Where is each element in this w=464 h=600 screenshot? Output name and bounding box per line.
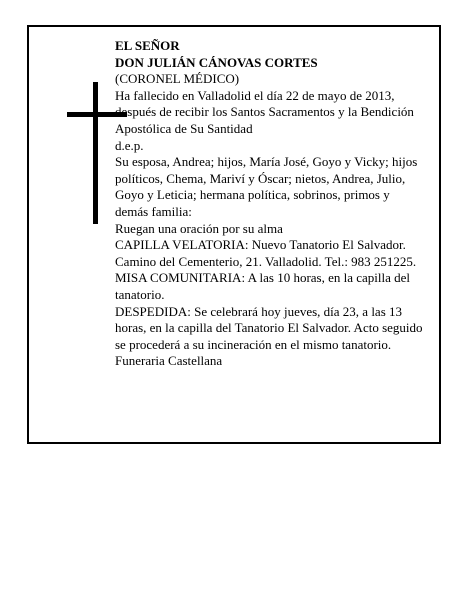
title-line-1: EL SEÑOR xyxy=(115,38,180,53)
funeral-home: Funeraria Castellana xyxy=(115,353,223,369)
chapel-and-mass-info: CAPILLA VELATORIA: Nuevo Tanatorio El Salvador. Camino del Cementerio, 21. Valladolid. Tel.: 983 251225. MISA COMUNITARIA: A las 10 horas, en la capilla del tanatorio. xyxy=(115,237,417,302)
death-announcement: Ha fallecido en Valladolid el día 22 de mayo de 2013, después de recibir los Santos Sacramentos y la Bendición Apostólica de Su Santidad xyxy=(115,87,414,136)
cross-vertical-bar xyxy=(93,82,98,224)
deceased-name: DON JULIÁN CÁNOVAS CORTES xyxy=(115,54,318,70)
prayer-request: Ruegan una oración por su alma xyxy=(115,220,283,236)
family-list: Su esposa, Andrea; hijos, María José, Goyo y Vicky; hijos políticos, Chema, Mariví y Óscar; nietos, Andrea, Julio, Goyo y Leticia; hermana política, sobrinos, primos y demás familia: xyxy=(115,154,418,219)
deceased-rank: (CORONEL MÉDICO) xyxy=(115,71,240,87)
rip-text: d.e.p. xyxy=(115,137,144,153)
obituary-text xyxy=(115,38,425,370)
farewell-info: DESPEDIDA: Se celebrará hoy jueves, día 23, a las 13 horas, en la capilla del Tanatorio El Salvador. Acto seguido se procederá a su incineración en el mismo tanatorio. xyxy=(115,303,423,352)
